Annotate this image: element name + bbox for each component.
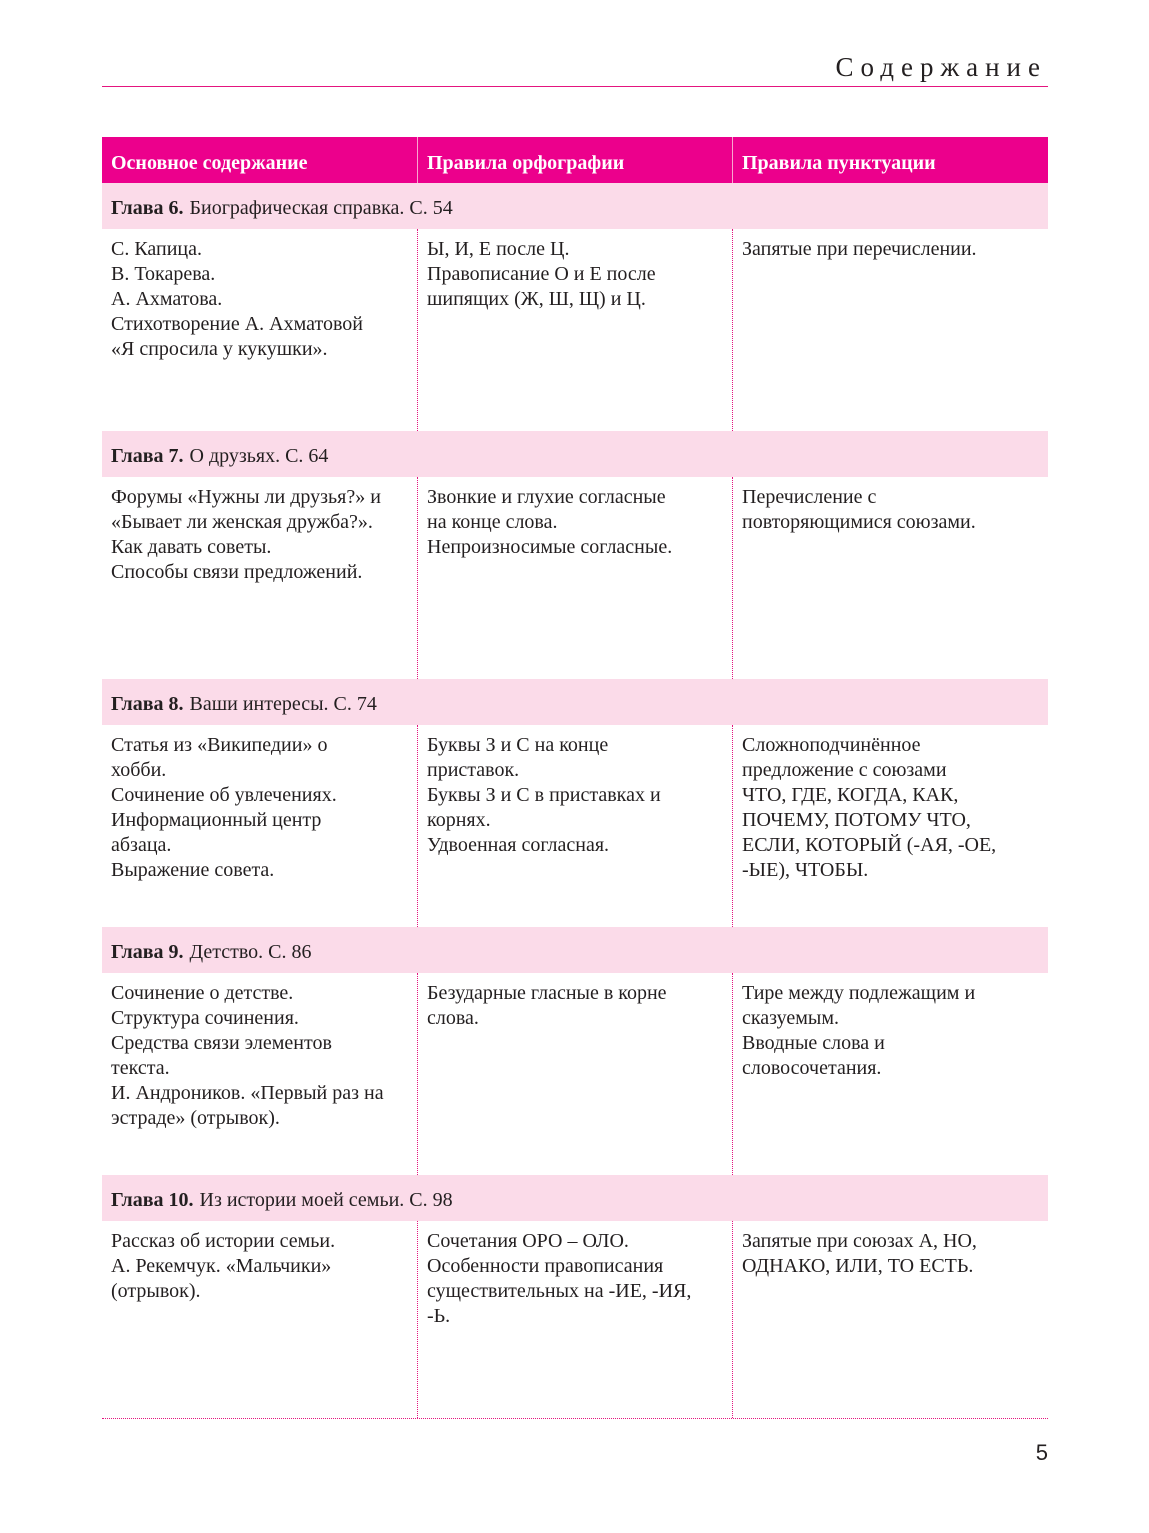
cell-text-line: Средства связи элементов — [111, 1032, 332, 1054]
cell-text-line: Правописание О и Е после — [427, 263, 656, 285]
cell-text-line: А. Ахматова. — [111, 288, 223, 310]
cell-text-line: Безударные гласные в корне — [427, 982, 667, 1004]
cell-text-line: Буквы З и С в приставках и — [427, 784, 661, 806]
cell-text-line: -ЫЕ), ЧТОБЫ. — [742, 859, 869, 881]
cell-text-line: «Бывает ли женская дружба?». — [111, 511, 373, 533]
punctuation-cell — [732, 973, 1048, 1175]
cell-text-line: А. Рекемчук. «Мальчики» — [111, 1255, 332, 1277]
cell-text-line: Вводные слова и — [742, 1032, 885, 1054]
cell-text-line: Сложноподчинённое — [742, 734, 921, 756]
chapter-heading-row — [102, 431, 1048, 477]
cell-text-line: -Ь. — [427, 1305, 451, 1327]
main-content-cell — [102, 1221, 417, 1418]
cell-text-line: Стихотворение А. Ахматовой — [111, 313, 363, 335]
main-content-cell — [102, 973, 417, 1175]
cell-text-line: Особенности правописания — [427, 1255, 664, 1277]
cell-text-line: С. Капица. — [111, 238, 203, 260]
cell-text-line: (отрывок). — [111, 1280, 201, 1302]
chapter-label: Глава 10. — [111, 1189, 194, 1211]
chapter-heading-row — [102, 183, 1048, 229]
header-main-content: Основное содержание — [111, 152, 308, 174]
header-orthography: Правила орфографии — [417, 137, 732, 183]
header-punctuation: Правила пунктуации — [732, 137, 1048, 183]
cell-text-line: Тире между подлежащим и — [742, 982, 976, 1004]
contents-table — [102, 137, 1048, 1419]
chapter-heading-row — [102, 927, 1048, 973]
cell-text-line: Статья из «Википедии» о — [111, 734, 328, 756]
cell-text-line: ПОЧЕМУ, ПОТОМУ ЧТО, — [742, 809, 971, 831]
chapter-label: Глава 8. — [111, 693, 184, 715]
cell-text-line: Запятые при союзах А, НО, — [742, 1230, 977, 1252]
cell-text-line: словосочетания. — [742, 1057, 882, 1079]
cell-text-line: «Я спросила у кукушки». — [111, 338, 328, 360]
cell-text-line: Сочинение о детстве. — [111, 982, 294, 1004]
cell-text-line: И. Андроников. «Первый раз на — [111, 1082, 384, 1104]
cell-text-line: ОДНАКО, ИЛИ, ТО ЕСТЬ. — [742, 1255, 974, 1277]
orthography-cell — [417, 229, 732, 431]
chapter-content-row — [102, 973, 1048, 1175]
cell-text-line: приставок. — [427, 759, 520, 781]
punctuation-cell — [732, 1221, 1048, 1418]
header-rule — [102, 86, 1048, 87]
cell-text-line: Удвоенная согласная. — [427, 834, 610, 856]
chapters-body — [102, 183, 1048, 1419]
chapter-content-row — [102, 725, 1048, 927]
cell-text-line: В. Токарева. — [111, 263, 216, 285]
cell-text-line: Форумы «Нужны ли друзья?» и — [111, 486, 381, 508]
orthography-cell — [417, 725, 732, 927]
chapter-title: Ваши интересы. С. 74 — [189, 693, 377, 715]
orthography-cell — [417, 973, 732, 1175]
punctuation-cell — [732, 477, 1048, 679]
cell-text-line: Сочинение об увлечениях. — [111, 784, 337, 806]
cell-text-line: Непроизносимые согласные. — [427, 536, 673, 558]
chapter-heading-row — [102, 679, 1048, 725]
cell-text-line: повторяющимися союзами. — [742, 511, 976, 533]
cell-text-line: ЧТО, ГДЕ, КОГДА, КАК, — [742, 784, 959, 806]
main-content-cell — [102, 229, 417, 431]
cell-text-line: Звонкие и глухие согласные — [427, 486, 666, 508]
cell-text-line: Запятые при перечислении. — [742, 238, 977, 260]
cell-text-line: Выражение совета. — [111, 859, 275, 881]
chapter-content-row — [102, 1221, 1048, 1419]
chapter-title: Биографическая справка. С. 54 — [189, 197, 453, 219]
table-header-row — [102, 137, 1048, 183]
cell-text-line: Перечисление с — [742, 486, 877, 508]
chapter-label: Глава 7. — [111, 445, 184, 467]
cell-text-line: Как давать советы. — [111, 536, 272, 558]
punctuation-cell — [732, 229, 1048, 431]
cell-text-line: Рассказ об истории семьи. — [111, 1230, 336, 1252]
chapter-content-row — [102, 229, 1048, 431]
cell-text-line: Информационный центр — [111, 809, 322, 831]
running-head: Содержание — [835, 52, 1047, 82]
cell-text-line: текста. — [111, 1057, 170, 1079]
chapter-title: Из истории моей семьи. С. 98 — [199, 1189, 453, 1211]
cell-text-line: Сочетания ОРО – ОЛО. — [427, 1230, 629, 1252]
punctuation-cell — [732, 725, 1048, 927]
chapter-title: Детство. С. 86 — [189, 941, 312, 963]
cell-text-line: Способы связи предложений. — [111, 561, 363, 583]
cell-text-line: существительных на -ИЕ, -ИЯ, — [427, 1280, 692, 1302]
cell-text-line: эстраде» (отрывок). — [111, 1107, 280, 1129]
main-content-cell — [102, 725, 417, 927]
cell-text-line: сказуемым. — [742, 1007, 840, 1029]
chapter-content-row — [102, 477, 1048, 679]
cell-text-line: Структура сочинения. — [111, 1007, 299, 1029]
chapter-label: Глава 9. — [111, 941, 184, 963]
cell-text-line: ЕСЛИ, КОТОРЫЙ (-АЯ, -ОЕ, — [742, 834, 997, 856]
cell-text-line: слова. — [427, 1007, 479, 1029]
cell-text-line: Ы, И, Е после Ц. — [427, 238, 570, 260]
orthography-cell — [417, 477, 732, 679]
orthography-cell — [417, 1221, 732, 1418]
main-content-cell — [102, 477, 417, 679]
cell-text-line: предложение с союзами — [742, 759, 947, 781]
cell-text-line: шипящих (Ж, Ш, Щ) и Ц. — [427, 288, 646, 310]
chapter-title: О друзьях. С. 64 — [189, 445, 329, 467]
page-number: 5 — [1035, 1440, 1048, 1465]
chapter-heading-row — [102, 1175, 1048, 1221]
cell-text-line: на конце слова. — [427, 511, 558, 533]
cell-text-line: Буквы З и С на конце — [427, 734, 609, 756]
chapter-label: Глава 6. — [111, 197, 184, 219]
cell-text-line: корнях. — [427, 809, 491, 831]
cell-text-line: хобби. — [111, 759, 167, 781]
cell-text-line: абзаца. — [111, 834, 172, 856]
